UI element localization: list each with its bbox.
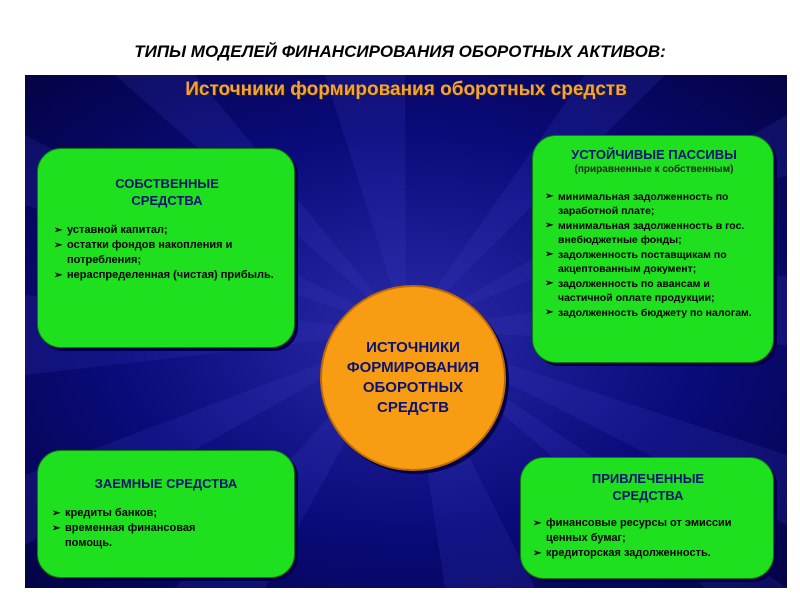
list-item: ➢ задолженность поставщикам по акцептованным документ; <box>545 248 763 277</box>
stable-liabilities-subtitle: (приравненные к собственным) <box>574 164 734 175</box>
stable-liabilities-list <box>545 190 763 321</box>
attracted-funds-title-line: ПРИВЛЕЧЕННЫЕ <box>591 471 705 486</box>
list-item: ➢ минимальная задолженность в гос. внебюджетные фонды; <box>545 219 763 248</box>
list-item: ➢ остатки фондов накопления и потребления; <box>54 238 280 268</box>
borrowed-funds-box <box>37 450 295 578</box>
attracted-funds-title <box>533 470 763 504</box>
center-circle <box>320 285 506 471</box>
own-funds-box <box>37 148 295 348</box>
list-item: ➢ минимальная задолженность по заработной плате; <box>545 190 763 219</box>
slide-panel <box>25 75 787 588</box>
list-item: ➢ нераспределенная (чистая) прибыль. <box>54 268 280 283</box>
center-text-line: ОБОРОТНЫХ <box>362 379 464 396</box>
own-funds-title <box>54 175 280 209</box>
attracted-funds-box <box>520 457 774 579</box>
own-funds-title-line: СРЕДСТВА <box>131 193 203 208</box>
list-item: ➢ задолженность бюджету по налогам. <box>545 306 763 321</box>
attracted-funds-list <box>533 516 763 561</box>
stable-liabilities-box <box>532 135 774 363</box>
borrowed-funds-list <box>52 506 280 551</box>
center-text-line: ФОРМИРОВАНИЯ <box>346 359 480 376</box>
list-item: ➢ финансовые ресурсы от эмиссии ценных бумаг; <box>533 516 743 546</box>
center-text <box>333 338 493 418</box>
borrowed-funds-title: ЗАЕМНЫЕ СРЕДСТВА <box>94 476 238 491</box>
attracted-funds-title-line: СРЕДСТВА <box>612 488 684 503</box>
list-item: ➢ задолженность по авансам и частичной оплате продукции; <box>545 277 763 306</box>
slide-heading: Источники формирования оборотных средств <box>185 79 627 100</box>
own-funds-title-line: СОБСТВЕННЫЕ <box>115 176 219 191</box>
stable-liabilities-title: УСТОЙЧИВЫЕ ПАССИВЫ <box>571 147 737 162</box>
list-item: ➢ кредиты банков; <box>52 506 210 521</box>
list-item: ➢ временная финансовая помощь. <box>52 521 210 551</box>
page-title: ТИПЫ МОДЕЛЕЙ ФИНАНСИРОВАНИЯ ОБОРОТНЫХ АКТИВОВ: <box>134 42 666 61</box>
list-item: ➢ уставной капитал; <box>54 223 280 238</box>
own-funds-list <box>54 223 280 283</box>
center-text-line: СРЕДСТВ <box>377 399 449 416</box>
list-item: ➢ кредиторская задолженность. <box>533 546 743 561</box>
center-text-line: ИСТОЧНИКИ <box>366 339 460 356</box>
